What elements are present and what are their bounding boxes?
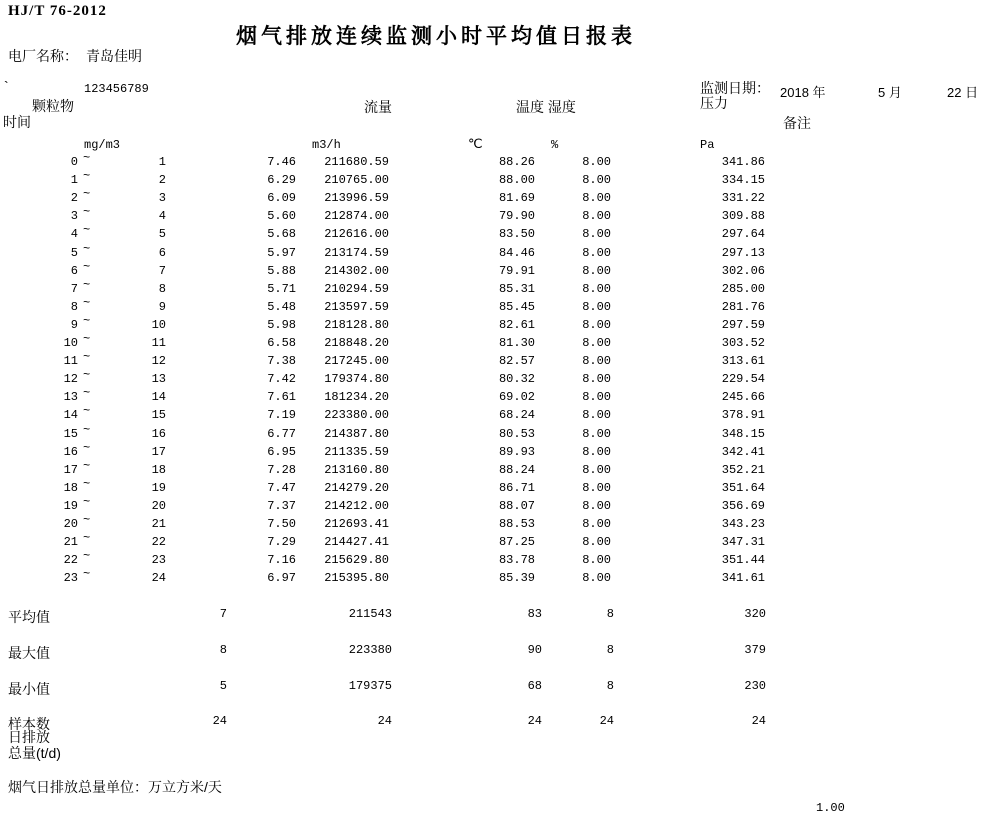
hourly-row [0,241,987,264]
pressure-value: 356.69 [721,498,765,513]
flow-value: 218128.80 [324,317,389,332]
summary-row [0,714,987,732]
hourly-row [0,386,987,408]
range-separator: ~ [83,241,91,256]
humidity-value: 8.00 [582,426,611,441]
flow-value: 212616.00 [324,227,389,242]
hourly-row [0,259,987,282]
dust-value: 5.68 [267,227,296,242]
dust-summary-value: 7 [219,607,227,621]
dust-value: 6.29 [267,173,296,188]
humidity-summary-value: 8 [606,643,614,657]
temperature-summary-value: 24 [527,714,542,728]
dust-value: 7.50 [267,517,296,531]
hour-to: 12 [151,354,166,369]
range-separator: ~ [83,404,91,419]
humidity-value: 8.00 [582,444,611,459]
column-header-note: 备注 [783,115,811,131]
range-separator: ~ [83,494,91,509]
flow-value: 210765.00 [324,173,389,188]
pressure-summary-value: 379 [744,643,766,657]
humidity-value: 8.00 [582,336,611,350]
range-separator: ~ [83,277,91,292]
range-separator: ~ [83,386,91,401]
hour-to: 16 [151,426,166,441]
daily-emission-label-line2: 总量(t/d) [8,745,61,761]
pressure-value: 351.64 [721,480,765,495]
temperature-value: 88.26 [498,155,535,169]
dust-value: 5.97 [267,245,296,260]
dust-value: 7.47 [267,480,296,495]
pressure-value: 245.66 [721,390,765,405]
dust-value: 7.37 [267,498,296,513]
humidity-value: 8.00 [582,173,611,188]
dust-value: 7.42 [267,372,296,387]
flue-gas-unit-note: 烟气日排放总量单位：万立方米/天 [8,779,222,795]
temperature-value: 82.61 [498,317,535,332]
tick-mark: ` [4,78,9,94]
hour-to: 5 [158,227,166,242]
dust-value: 6.95 [267,444,296,459]
humidity-value: 8.00 [582,372,611,387]
hour-from: 7 [70,281,78,296]
dust-value: 7.19 [267,408,296,423]
temperature-summary-value: 83 [527,607,542,621]
hour-from: 0 [70,155,78,169]
humidity-value: 8.00 [582,281,611,296]
humidity-value: 8.00 [582,263,611,278]
summary-label: 样本数 [8,716,50,732]
hour-to: 23 [151,553,166,568]
hour-to: 15 [151,408,166,423]
summary-label: 最大值 [8,645,50,661]
hourly-row [0,205,987,227]
dust-value: 5.48 [267,299,296,314]
humidity-summary-value: 24 [599,714,614,728]
pressure-value: 229.54 [721,372,765,387]
hour-from: 17 [63,462,78,477]
dust-summary-value: 24 [212,714,227,728]
range-separator: ~ [83,205,91,220]
range-separator: ~ [83,332,91,346]
humidity-value: 8.00 [582,553,611,568]
dust-value: 6.58 [267,336,296,350]
pressure-value: 331.22 [721,191,765,206]
summary-label: 平均值 [8,609,50,625]
flow-value: 218848.20 [324,336,389,350]
hourly-row [0,404,987,426]
humidity-value: 8.00 [582,571,611,586]
monitor-date-year: 2018 年 [780,85,826,100]
pressure-value: 343.23 [721,517,765,531]
temperature-summary-value: 90 [527,643,542,657]
hourly-row [0,169,987,191]
pressure-value: 341.86 [721,155,765,169]
hour-to: 1 [158,155,166,169]
temperature-value: 85.39 [498,571,535,586]
range-separator: ~ [83,223,91,238]
pressure-value: 309.88 [721,209,765,224]
flow-value: 214427.41 [324,535,389,550]
humidity-value: 8.00 [582,390,611,405]
temperature-value: 81.30 [498,336,535,350]
hour-to: 20 [151,498,166,513]
range-separator: ~ [83,313,91,328]
plant-name-label: 电厂名称： [8,48,78,64]
flow-value: 214279.20 [324,480,389,495]
temperature-summary-value: 68 [527,679,542,693]
pressure-value: 297.13 [721,245,765,260]
page-title: 烟气排放连续监测小时平均值日报表 [236,25,636,48]
hour-from: 20 [63,517,78,531]
hour-to: 14 [151,390,166,405]
hour-from: 16 [63,444,78,459]
daily-emission-label-line1: 日排放 [8,729,50,745]
monitor-date-day: 22 日 [947,85,979,100]
hour-from: 13 [63,390,78,405]
temperature-value: 83.78 [498,553,535,568]
hour-from: 15 [63,426,78,441]
summary-row [0,679,987,697]
hour-to: 8 [158,281,166,296]
temperature-value: 69.02 [498,390,535,405]
hourly-row [0,440,987,463]
range-separator: ~ [83,151,91,165]
hour-to: 6 [158,245,166,260]
hour-from: 8 [70,299,78,314]
temperature-value: 82.57 [498,354,535,369]
temperature-value: 85.31 [498,281,535,296]
hourly-row [0,368,987,390]
hour-from: 14 [63,408,78,423]
range-separator: ~ [83,169,91,184]
hour-to: 19 [151,480,166,495]
humidity-value: 8.00 [582,299,611,314]
hour-from: 21 [63,535,78,550]
flow-value: 213174.59 [324,245,389,260]
page-number: 1.00 [816,801,845,815]
humidity-value: 8.00 [582,498,611,513]
hour-from: 2 [70,191,78,206]
flow-value: 211680.59 [324,155,389,169]
dust-value: 7.16 [267,553,296,568]
hourly-row [0,422,987,445]
dust-value: 7.46 [267,155,296,169]
hour-to: 9 [158,299,166,314]
humidity-value: 8.00 [582,517,611,531]
range-separator: ~ [83,513,91,527]
humidity-value: 8.00 [582,480,611,495]
hour-from: 22 [63,553,78,568]
pressure-value: 378.91 [721,408,765,423]
hour-from: 4 [70,227,78,242]
hour-from: 3 [70,209,78,224]
range-separator: ~ [83,458,91,473]
flow-value: 210294.59 [324,281,389,296]
flow-value: 214212.00 [324,498,389,513]
summary-label: 最小值 [8,681,50,697]
flow-value: 215629.80 [324,553,389,568]
humidity-value: 8.00 [582,462,611,477]
column-header-dust: 颗粒物 [32,98,74,114]
flow-value: 215395.80 [324,571,389,586]
humidity-summary-value: 8 [606,607,614,621]
range-separator: ~ [83,259,91,274]
unit-pressure: Pa [700,138,715,152]
dust-value: 7.28 [267,462,296,477]
temperature-value: 88.00 [498,173,535,188]
hour-from: 5 [70,245,78,260]
pressure-value: 342.41 [721,444,765,459]
hour-to: 22 [151,535,166,550]
temperature-value: 81.69 [498,191,535,206]
temperature-value: 84.46 [498,245,535,260]
hourly-row [0,151,987,173]
hour-to: 21 [151,517,166,531]
hour-to: 11 [151,336,166,350]
pressure-value: 313.61 [721,354,765,369]
flow-value: 212693.41 [324,517,389,531]
unit-temp: ℃ [468,136,483,151]
dust-value: 7.61 [267,390,296,405]
hourly-row [0,494,987,517]
flow-value: 217245.00 [324,354,389,369]
flow-value: 181234.20 [324,390,389,405]
unit-dust: mg/m3 [84,138,121,152]
range-separator: ~ [83,549,91,564]
temperature-value: 88.53 [498,517,535,531]
pressure-value: 347.31 [721,535,765,550]
temperature-value: 85.45 [498,299,535,314]
humidity-value: 8.00 [582,317,611,332]
flow-value: 211335.59 [324,444,389,459]
hourly-row [0,295,987,318]
dust-value: 7.29 [267,535,296,550]
hourly-row [0,332,987,354]
range-separator: ~ [83,368,91,383]
summary-row [0,643,987,661]
hour-from: 6 [70,263,78,278]
hour-to: 2 [158,173,166,188]
flow-value: 214387.80 [324,426,389,441]
range-separator: ~ [83,567,91,582]
flow-value: 223380.00 [324,408,389,423]
hourly-row [0,567,987,589]
hour-from: 12 [63,372,78,387]
unit-humidity: % [551,138,559,152]
temperature-value: 88.07 [498,498,535,513]
hour-to: 3 [158,191,166,206]
dust-value: 5.71 [267,281,296,296]
temperature-value: 88.24 [498,462,535,477]
pressure-summary-value: 320 [744,607,766,621]
humidity-value: 8.00 [582,408,611,423]
flow-value: 213996.59 [324,191,389,206]
hourly-row [0,277,987,300]
range-separator: ~ [83,531,91,546]
dust-value: 5.88 [267,263,296,278]
hour-to: 24 [151,571,166,586]
flow-summary-value: 223380 [348,643,392,657]
hourly-row [0,476,987,499]
unit-flow: m3/h [312,138,341,152]
flow-value: 213597.59 [324,299,389,314]
hour-from: 19 [63,498,78,513]
standard-code: HJ/T 76-2012 [8,3,107,19]
temperature-value: 79.90 [498,209,535,224]
pressure-value: 352.21 [721,462,765,477]
dust-summary-value: 5 [219,679,227,693]
hour-to: 7 [158,263,166,278]
flow-summary-value: 179375 [348,679,392,693]
hourly-row [0,531,987,553]
hourly-row [0,223,987,245]
pressure-value: 297.59 [721,317,765,332]
pressure-value: 348.15 [721,426,765,441]
plant-name-value: 青岛佳明 [86,48,142,64]
pressure-value: 303.52 [721,336,765,350]
hourly-row [0,549,987,571]
pressure-summary-value: 230 [744,679,766,693]
hour-from: 10 [63,336,78,350]
humidity-value: 8.00 [582,191,611,206]
flow-value: 213160.80 [324,462,389,477]
dust-value: 5.98 [267,317,296,332]
pressure-value: 351.44 [721,553,765,568]
hour-to: 18 [151,462,166,477]
flow-value: 212874.00 [324,209,389,224]
humidity-value: 8.00 [582,227,611,242]
hourly-row [0,313,987,336]
column-header-pressure: 压力 [700,95,728,111]
range-separator: ~ [83,295,91,310]
summary-row [0,607,987,625]
hour-to: 4 [158,209,166,224]
humidity-value: 8.00 [582,155,611,169]
pressure-summary-value: 24 [751,714,766,728]
dust-value: 6.77 [267,426,296,441]
temperature-value: 68.24 [498,408,535,423]
hourly-row [0,187,987,209]
temperature-value: 83.50 [498,227,535,242]
pressure-value: 334.15 [721,173,765,188]
temperature-value: 80.32 [498,372,535,387]
hourly-row [0,513,987,535]
flow-summary-value: 211543 [348,607,392,621]
column-header-temp-hum: 温度 湿度 [516,99,576,115]
pressure-value: 285.00 [721,281,765,296]
flow-value: 179374.80 [324,372,389,387]
range-separator: ~ [83,187,91,202]
dust-value: 6.97 [267,571,296,586]
temperature-value: 89.93 [498,444,535,459]
dust-summary-value: 8 [219,643,227,657]
hour-from: 23 [63,571,78,586]
range-separator: ~ [83,350,91,365]
pressure-value: 341.61 [721,571,765,586]
range-separator: ~ [83,422,91,437]
humidity-value: 8.00 [582,245,611,260]
hourly-row [0,458,987,481]
station-code: 123456789 [84,82,149,96]
flow-summary-value: 24 [377,714,392,728]
pressure-value: 302.06 [721,263,765,278]
column-header-time: 时间 [3,114,31,130]
humidity-value: 8.00 [582,209,611,224]
dust-value: 5.60 [267,209,296,224]
hour-to: 13 [151,372,166,387]
dust-value: 6.09 [267,191,296,206]
range-separator: ~ [83,440,91,455]
hour-from: 1 [70,173,78,188]
hourly-row [0,350,987,372]
temperature-value: 80.53 [498,426,535,441]
pressure-value: 281.76 [721,299,765,314]
temperature-value: 87.25 [498,535,535,550]
flow-value: 214302.00 [324,263,389,278]
hour-from: 9 [70,317,78,332]
humidity-summary-value: 8 [606,679,614,693]
temperature-value: 79.91 [498,263,535,278]
temperature-value: 86.71 [498,480,535,495]
plant-name-line [8,49,142,64]
humidity-value: 8.00 [582,535,611,550]
monitor-date-label: 监测日期： [700,80,770,96]
hour-from: 11 [63,354,78,369]
hour-to: 10 [151,317,166,332]
humidity-value: 8.00 [582,354,611,369]
hour-from: 18 [63,480,78,495]
monitor-date-month: 5 月 [878,85,902,100]
range-separator: ~ [83,476,91,491]
column-header-flow: 流量 [364,99,392,115]
hour-to: 17 [151,444,166,459]
dust-value: 7.38 [267,354,296,369]
pressure-value: 297.64 [721,227,765,242]
